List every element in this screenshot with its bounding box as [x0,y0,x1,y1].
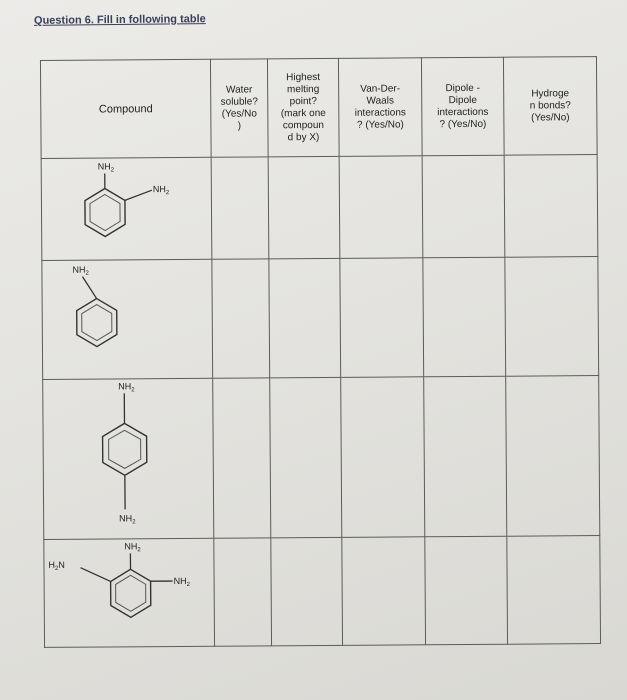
table-row [42,257,599,379]
molecule-drawing-4 [44,539,215,648]
dipole-dipole-cell[interactable] [423,258,506,377]
nh2-label: $NH_2$ [152,184,170,197]
van-der-waals-cell[interactable] [340,258,424,377]
compound-cell-1 [41,157,212,260]
header-melting-point: Highest melting point? (mark one compoun d by X) [267,58,339,157]
molecule-drawing-3 [43,378,214,539]
melting-point-cell[interactable] [271,537,343,646]
table-row [43,375,600,539]
hydrogen-bonds-cell[interactable] [505,257,599,376]
table-row [41,155,598,261]
molecule-drawing-2 [42,260,213,379]
dipole-dipole-cell[interactable] [424,376,507,537]
header-water-soluble: Water soluble? (Yes/No ) [210,59,268,158]
nh2-label: $NH_2$ [119,512,136,525]
answer-table [40,56,601,648]
dipole-dipole-cell[interactable] [422,155,505,258]
hydrogen-bonds-cell[interactable] [507,535,601,644]
van-der-waals-cell[interactable] [341,376,425,537]
water-soluble-cell[interactable] [211,157,269,260]
dipole-dipole-cell[interactable] [425,536,508,645]
nh2-label: $NH_2$ [118,380,135,393]
compound-cell-3 [43,378,214,539]
header-van-der-waals: Van-Der- Waals interactions ? (Yes/No) [338,58,422,157]
compound-cell-2 [42,260,213,379]
header-hydrogen-bonds: Hydroge n bonds? (Yes/No) [503,57,597,156]
nh2-label: $NH_2$ [72,264,89,277]
melting-point-cell[interactable] [269,259,341,378]
water-soluble-cell[interactable] [213,377,271,538]
nh2-label: $NH_2$ [124,541,141,554]
water-soluble-cell[interactable] [214,538,272,647]
compound-cell-4 [44,538,215,647]
water-soluble-cell[interactable] [212,259,270,378]
h2n-label: $H_2N$ [48,559,65,572]
header-dipole-dipole: Dipole - Dipole interactions ? (Yes/No) [421,57,504,156]
melting-point-cell[interactable] [270,377,342,538]
hydrogen-bonds-cell[interactable] [506,375,600,536]
header-row [40,57,597,159]
header-compound: Compound [40,59,211,158]
hydrogen-bonds-cell[interactable] [504,155,598,258]
table-row [44,535,601,647]
van-der-waals-cell[interactable] [339,156,423,259]
nh2-label: $NH_2$ [97,161,115,174]
van-der-waals-cell[interactable] [342,537,426,646]
melting-point-cell[interactable] [268,157,340,260]
molecule-drawing-1 [42,158,213,261]
question-title: Question 6. Fill in following table [33,13,206,27]
nh2-label: $NH_2$ [173,575,190,588]
